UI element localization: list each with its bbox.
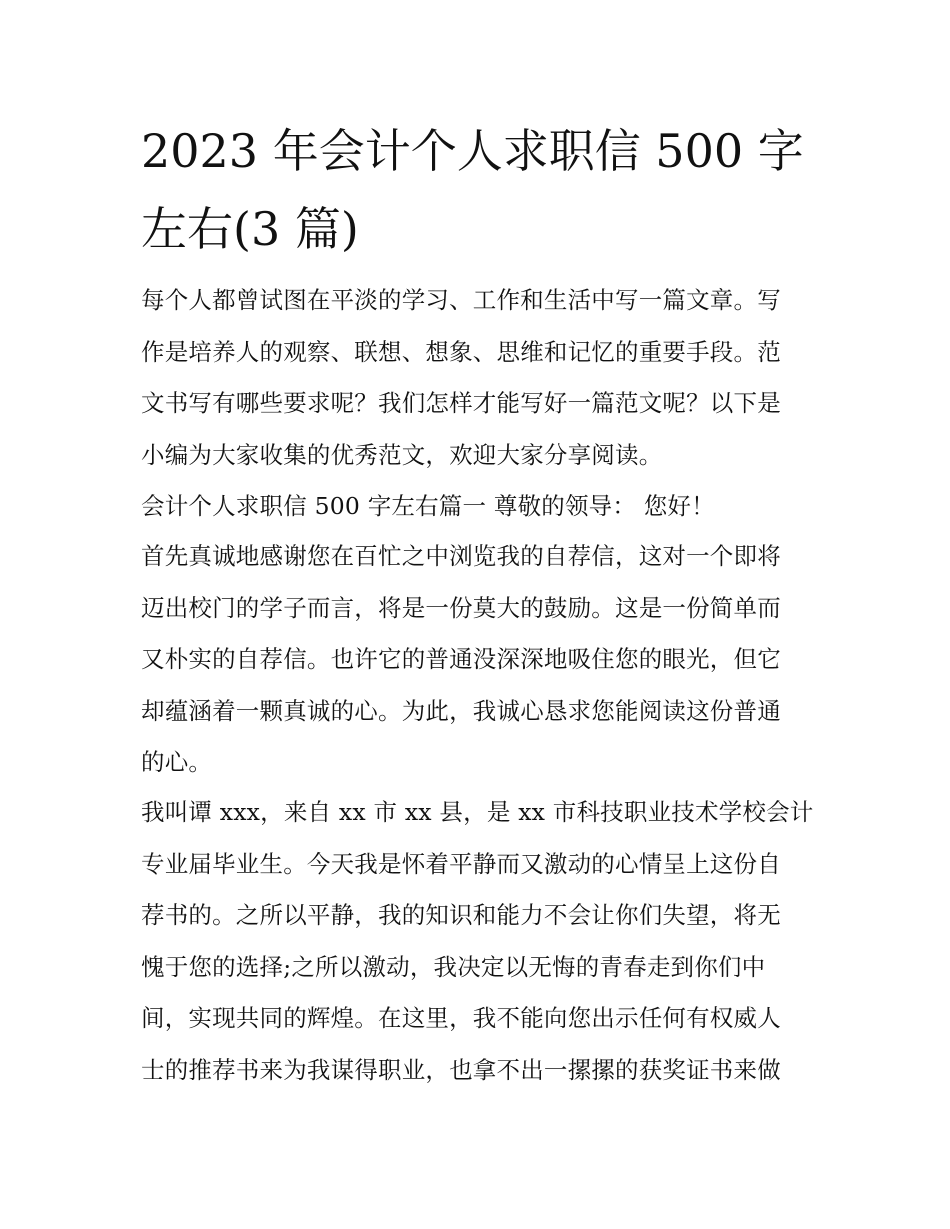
body-line: 间，实现共同的辉煌。在这里，我不能向您出示任何有权威人 [141, 1004, 781, 1032]
body-line: 却蕴涵着一颗真诚的心。为此，我诚心恳求您能阅读这份普通 [141, 696, 781, 725]
greeting-line: 会计个人求职信 500 字左右篇一 尊敬的领导： 您好！ [141, 492, 715, 520]
body-line: 每个人都曾试图在平淡的学习、工作和生活中写一篇文章。写 [141, 286, 781, 314]
body-line: 荐书的。之所以平静，我的知识和能力不会让你们失望，将无 [141, 901, 781, 929]
body-line: 专业届毕业生。今天我是怀着平静而又激动的心情呈上这份自 [141, 849, 781, 878]
body-line: 作是培养人的观察、联想、想象、思维和记忆的重要手段。范 [141, 337, 781, 366]
title-line-2: 左右(3 篇) [141, 202, 359, 256]
body-line: 的心。 [141, 748, 213, 776]
body-line: 文书写有哪些要求呢？我们怎样才能写好一篇范文呢？以下是 [141, 389, 781, 417]
document-title [141, 112, 821, 268]
body-line: 我叫谭 xxx，来自 xx 市 xx 县，是 xx 市科技职业技术学校会计 [141, 798, 814, 826]
title-line-1: 2023 年会计个人求职信 500 字 [141, 124, 804, 178]
body-line: 小编为大家收集的优秀范文，欢迎大家分享阅读。 [141, 440, 663, 469]
document-body [141, 275, 816, 1096]
body-line: 首先真诚地感谢您在百忙之中浏览我的自荐信，这对一个即将 [141, 542, 781, 570]
body-line: 愧于您的选择;之所以激动，我决定以无悔的青春走到你们中 [141, 952, 766, 981]
body-line: 又朴实的自荐信。也许它的普通没深深地吸住您的眼光，但它 [141, 645, 781, 673]
body-line: 迈出校门的学子而言，将是一份莫大的鼓励。这是一份简单而 [141, 593, 781, 622]
body-line: 士的推荐书来为我谋得职业，也拿不出一摞摞的获奖证书来做 [141, 1055, 781, 1084]
